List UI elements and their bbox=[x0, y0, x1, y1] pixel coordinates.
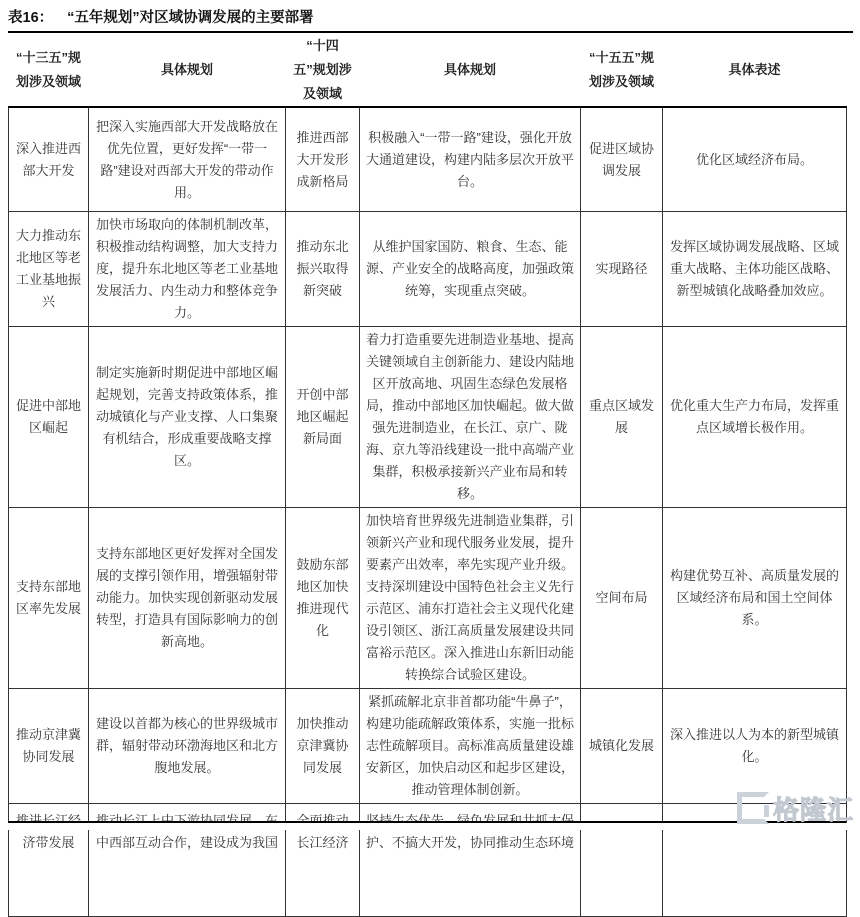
table-cell: 大力推动东北地区等老工业基地振兴 bbox=[9, 212, 89, 327]
table-title bbox=[8, 0, 853, 33]
column-header-15th-plan-field: “十五五”规划涉及领域 bbox=[581, 33, 663, 107]
column-header-14th-plan-field: “十四五”规划涉及领域 bbox=[286, 33, 360, 107]
table-number-label: 表16： bbox=[8, 10, 54, 26]
table-cell: 支持东部地区率先发展 bbox=[9, 508, 89, 689]
table-cell: 推动京津冀协同发展 bbox=[9, 689, 89, 804]
table-cell: 发挥区域协调发展战略、区域重大战略、主体功能区战略、新型城镇化战略叠加效应。 bbox=[663, 212, 847, 327]
table-cell: 济带发展 bbox=[9, 804, 89, 917]
table-header-row bbox=[9, 33, 847, 107]
table-cell: 支持东部地区更好发挥对全国发展的支撑引领作用，增强辐射带动能力。加快实现创新驱动发展转型，打造具有国际影响力的创新高地。 bbox=[89, 508, 286, 689]
gelonghui-brand-text: 格隆汇 bbox=[772, 794, 854, 825]
table-cell: 促进区域协调发展 bbox=[581, 107, 663, 212]
table-cell: 城镇化发展 bbox=[581, 689, 663, 804]
table-cell: 优化区域经济布局。 bbox=[663, 107, 847, 212]
table-cell: 推动东北振兴取得新突破 bbox=[286, 212, 360, 327]
table-cell: 深入推进西部大开发 bbox=[9, 107, 89, 212]
table-cell: 空间布局 bbox=[581, 508, 663, 689]
gelonghui-watermark bbox=[737, 788, 854, 828]
table-cell: 推进西部大开发形成新格局 bbox=[286, 107, 360, 212]
table-cell: 把深入实施西部大开发战略放在优先位置，更好发挥“一带一路”建设对西部大开发的带动作用。 bbox=[89, 107, 286, 212]
table-cell: 中西部互动合作，建设成为我国 bbox=[89, 804, 286, 917]
table-cell: 加快推动京津冀协同发展 bbox=[286, 689, 360, 804]
bottom-crop-mask bbox=[0, 823, 860, 830]
column-header-13th-plan-field: “十三五”规划涉及领域 bbox=[9, 33, 89, 107]
table-cell: 重点区域发展 bbox=[581, 327, 663, 508]
five-year-plan-table bbox=[8, 33, 847, 917]
table-cell: 着力打造重要先进制造业基地、提高关键领域自主创新能力、建设内陆地区开放高地、巩固生态绿色发展格局，推动中部地区加快崛起。做大做强先进制造业，在长江、京广、陇海、京九等沿线建设一批中高端产业集群，积极承接新兴产业布局和转移。 bbox=[360, 327, 581, 508]
table-row-eastern-region-lead bbox=[9, 508, 847, 689]
table-cell: 制定实施新时期促进中部地区崛起规划，完善支持政策体系，推动城镇化与产业支撑、人口集聚有机结合，形成重要战略支撑区。 bbox=[89, 327, 286, 508]
table-cell: 长江经济 bbox=[286, 804, 360, 917]
table-row-jingjinji-coordination bbox=[9, 689, 847, 804]
table-cell: 紧抓疏解北京非首都功能“牛鼻子”，构建功能疏解政策体系，实施一批标志性疏解项目。高标准高质量建设雄安新区，加快启动区和起步区建设，推动管理体制创新。 bbox=[360, 689, 581, 804]
table-cell: 深入推进以人为本的新型城镇化。 bbox=[663, 689, 847, 804]
table-row-northeast-revitalization bbox=[9, 212, 847, 327]
gelonghui-logo-icon bbox=[737, 792, 769, 824]
table-cell: 建设以首都为核心的世界级城市群，辐射带动环渤海地区和北方腹地发展。 bbox=[89, 689, 286, 804]
table-cell: 促进中部地区崛起 bbox=[9, 327, 89, 508]
table-bottom-rule bbox=[8, 821, 846, 823]
table-title-text: “五年规划”对区域协调发展的主要部署 bbox=[67, 10, 314, 26]
column-header-13th-plan-detail: 具体规划 bbox=[89, 33, 286, 107]
table-cell: 开创中部地区崛起新局面 bbox=[286, 327, 360, 508]
table-cell: 积极融入“一带一路”建设，强化开放大通道建设，构建内陆多层次开放平台。 bbox=[360, 107, 581, 212]
table-cell: 护、不搞大开发，协同推动生态环境 bbox=[360, 804, 581, 917]
table-cell: 从维护国家国防、粮食、生态、能源、产业安全的战略高度，加强政策统筹，实现重点突破。 bbox=[360, 212, 581, 327]
column-header-14th-plan-detail: 具体规划 bbox=[360, 33, 581, 107]
table-cell: 实现路径 bbox=[581, 212, 663, 327]
table-row-central-region-rise bbox=[9, 327, 847, 508]
table-cell: 优化重大生产力布局，发挥重点区域增长极作用。 bbox=[663, 327, 847, 508]
table-cell: 加快市场取向的体制机制改革，积极推动结构调整，加大支持力度，提升东北地区等老工业基地发展活力、内生动力和整体竞争力。 bbox=[89, 212, 286, 327]
table-cell: 构建优势互补、高质量发展的区域经济布局和国土空间体系。 bbox=[663, 508, 847, 689]
table-row-western-development bbox=[9, 107, 847, 212]
table-cell: 鼓励东部地区加快推进现代化 bbox=[286, 508, 360, 689]
table-cell: 加快培育世界级先进制造业集群，引领新兴产业和现代服务业发展，提升要素产出效率，率先实现产业升级。支持深圳建设中国特色社会主义先行示范区、浦东打造社会主义现代化建设引领区、浙江高质量发展建设共同富裕示范区。深入推进山东新旧动能转换综合试验区建设。 bbox=[360, 508, 581, 689]
column-header-15th-plan-statement: 具体表述 bbox=[663, 33, 847, 107]
